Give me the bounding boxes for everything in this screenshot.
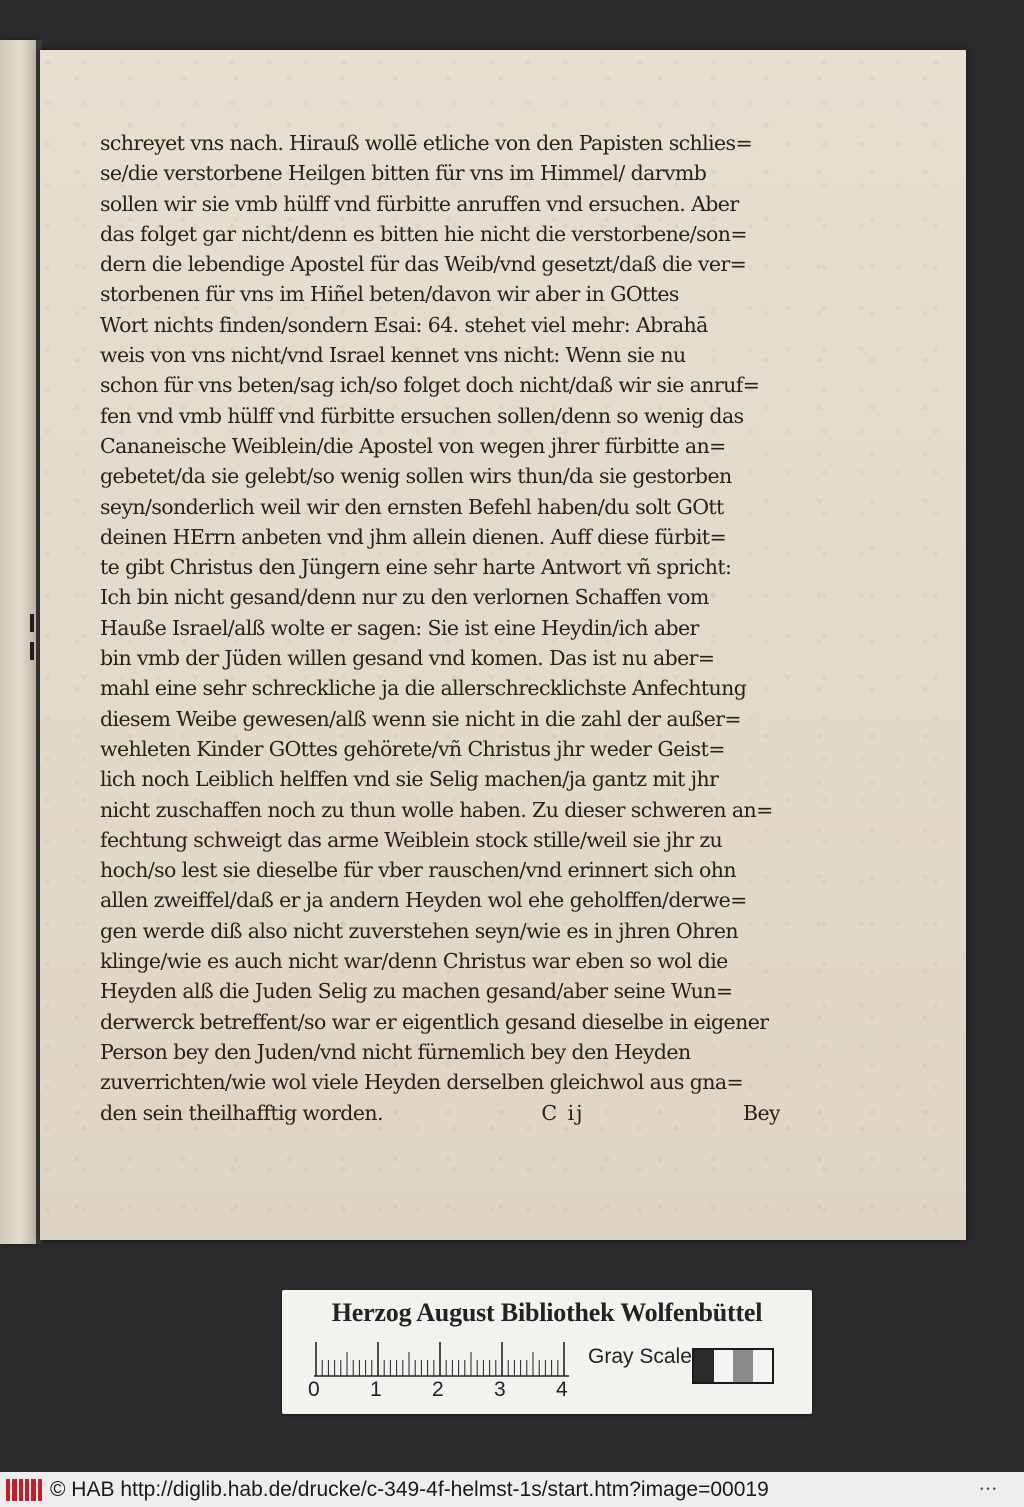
text-line: dern die lebendige Apostel für das Weib/vnd gesetzt/daß die ver= — [100, 252, 747, 277]
text-line: bin vmb der Jüden willen gesand vnd komen. Das ist nu aber= — [100, 646, 715, 671]
last-text-line — [100, 1098, 780, 1128]
signature-mark: C ij — [541, 1100, 585, 1125]
text-line: seyn/sonderlich weil wir den ernsten Befehl haben/du solt GOtt — [100, 494, 724, 519]
gray-scale-patch — [714, 1350, 734, 1382]
text-line: Heyden alß die Juden Selig zu machen gesand/aber seine Wun= — [100, 979, 733, 1004]
text-line: deinen HErrn anbeten vnd jhm allein dienen. Auff diese fürbit= — [100, 524, 727, 549]
ruler-scale — [314, 1342, 569, 1378]
text-line: Person bey den Juden/vnd nicht fürnemlich bey den Heyden — [100, 1039, 691, 1064]
text-line: schreyet vns nach. Hirauß wollē etliche von den Papisten schlies= — [100, 131, 753, 155]
footer-bar — [0, 1472, 1024, 1507]
gray-scale-patch — [753, 1350, 773, 1382]
text-line: fechtung schweigt das arme Weiblein stock stille/weil sie jhr zu — [100, 827, 723, 852]
page-text — [100, 128, 780, 1128]
ruler-number: 0 — [308, 1378, 320, 1401]
ruler-number: 3 — [494, 1378, 506, 1401]
text-line: se/die verstorbene Heilgen bitten für vns im Himmel/ darvmb — [100, 161, 707, 186]
text-line: nicht zuschaffen noch zu thun wolle haben. Zu dieser schweren an= — [100, 797, 773, 822]
text-line: allen zweiffel/daß er ja andern Heyden wol ehe geholffen/derwe= — [100, 888, 747, 913]
text-line: lich noch Leiblich helffen vnd sie Selig machen/ja gantz mit jhr — [100, 767, 719, 792]
text-line: zuverrichten/wie wol viele Heyden derselben gleichwol aus gna= — [100, 1070, 744, 1095]
text-line: fen vnd vmb hülff vnd fürbitte ersuchen sollen/denn so wenig das — [100, 403, 744, 428]
gray-scale-bar — [692, 1348, 774, 1384]
more-dots-icon[interactable]: ••• — [979, 1485, 998, 1495]
text-line: Ich bin nicht gesand/denn nur zu den verlornen Schaffen vom — [100, 585, 709, 610]
footer-url-link[interactable]: © HAB http://diglib.hab.de/drucke/c-349-4f-helmst-1s/start.htm?image=00019 — [50, 1477, 769, 1501]
library-name: Herzog August Bibliothek Wolfenbüttel — [331, 1298, 763, 1327]
text-line: storbenen für vns im Hiñel beten/davon wir aber in GOttes — [100, 282, 679, 307]
text-line: Hauße Israel/alß wolte er sagen: Sie ist eine Heydin/ich aber — [100, 615, 699, 640]
text-line: klinge/wie es auch nicht war/denn Christus war eben so wol die — [100, 949, 728, 974]
hab-logo-icon — [6, 1479, 42, 1501]
ruler-number: 2 — [432, 1378, 444, 1401]
text-line: gebetet/da sie gelebt/so wenig sollen wirs thun/da sie gestorben — [100, 464, 732, 489]
text-line: derwerck betreffent/so war er eigentlich gesand dieselbe in eigener — [100, 1009, 769, 1034]
ruler-number: 4 — [556, 1378, 568, 1401]
gray-scale-patch — [733, 1350, 753, 1382]
text-line: mahl eine sehr schreckliche ja die allerschrecklichste Anfechtung — [100, 676, 747, 701]
text-line: wehleten Kinder GOttes gehörete/vñ Christus jhr weder Geist= — [100, 736, 725, 761]
ruler-number: 1 — [370, 1378, 382, 1401]
text-line: Wort nichts finden/sondern Esai: 64. stehet viel mehr: Abrahā — [100, 312, 708, 337]
text-line: diesem Weibe gewesen/alß wenn sie nicht in die zahl der außer= — [100, 706, 741, 731]
text-line: gen werde diß also nicht zuverstehen seyn/wie es in jhren Ohren — [100, 918, 739, 943]
text-line: schon für vns beten/sag ich/so folget doch nicht/daß wir sie anruf= — [100, 373, 760, 398]
text-line: te gibt Christus den Jüngern eine sehr harte Antwort vñ spricht: — [100, 555, 732, 580]
catchword: Bey — [743, 1100, 780, 1125]
closing-text: den sein theilhafftig worden. — [100, 1100, 383, 1125]
color-reference-card — [282, 1290, 812, 1414]
gray-scale-label: Gray Scale — [588, 1345, 692, 1368]
text-line: hoch/so lest sie dieselbe für vber rauschen/vnd erinnert sich ohn — [100, 858, 736, 883]
text-line: das folget gar nicht/denn es bitten hie nicht die verstorbene/son= — [100, 221, 747, 246]
ruler-labels — [308, 1378, 568, 1402]
text-line: sollen wir sie vmb hülff vnd fürbitte anruffen vnd ersuchen. Aber — [100, 191, 739, 216]
gray-scale-patch — [694, 1350, 714, 1382]
text-line: weis von vns nicht/vnd Israel kennet vns nicht: Wenn sie nu — [100, 343, 686, 368]
margin-mark — [30, 614, 34, 632]
margin-mark — [30, 642, 34, 660]
text-line: Cananeische Weiblein/die Apostel von wegen jhrer fürbitte an= — [100, 433, 726, 458]
